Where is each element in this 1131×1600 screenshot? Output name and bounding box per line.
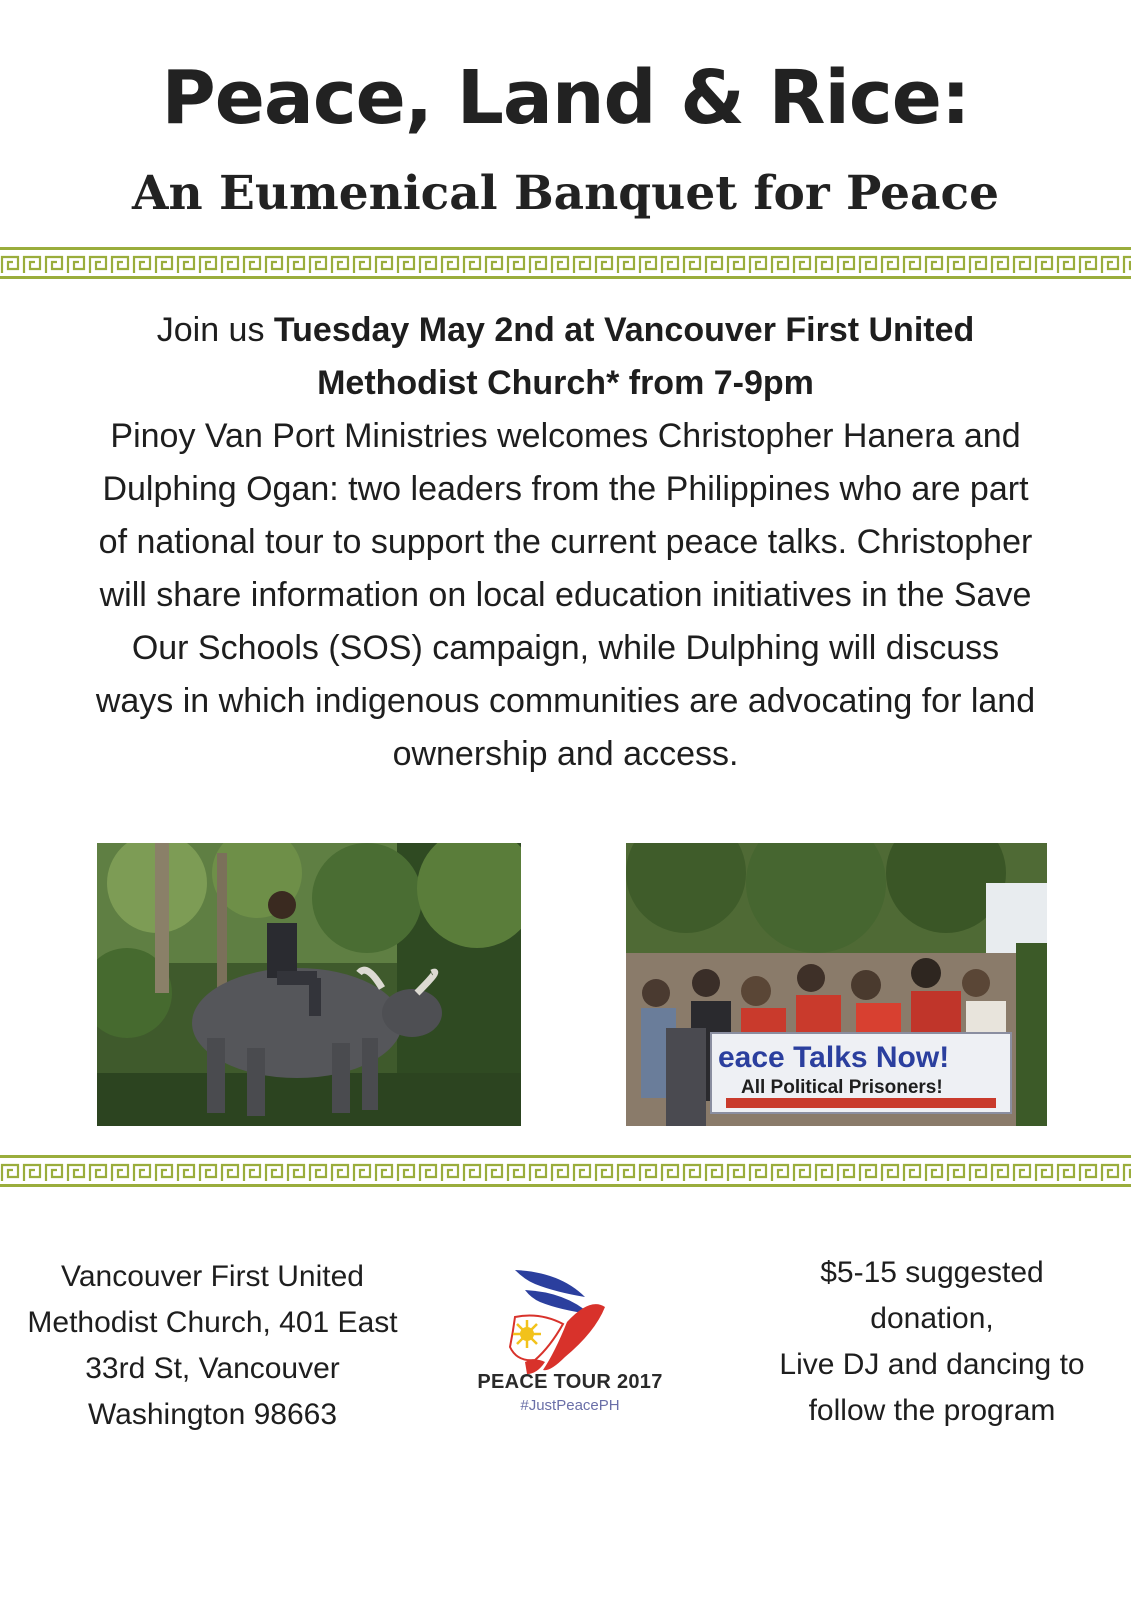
donation-line: donation, bbox=[870, 1302, 994, 1335]
donation-line: Live DJ and dancing to bbox=[779, 1348, 1085, 1381]
donation-line: $5-15 suggested bbox=[820, 1256, 1044, 1289]
intro-lead: Join us bbox=[156, 311, 274, 349]
event-description bbox=[90, 304, 1041, 781]
greek-key-border-top bbox=[0, 246, 1131, 280]
donation-info bbox=[742, 1250, 1122, 1434]
address-line: 33rd St, Vancouver bbox=[85, 1352, 340, 1385]
donation-line: follow the program bbox=[808, 1394, 1056, 1427]
logo-title: PEACE TOUR 2017 bbox=[477, 1371, 663, 1393]
banner-text-peace-talks: eace Talks Now! bbox=[718, 1041, 950, 1074]
venue-address bbox=[0, 1254, 425, 1438]
address-line: Methodist Church, 401 East bbox=[27, 1306, 398, 1339]
event-date-location: Tuesday May 2nd at Vancouver First United Methodist Church* from 7-9pm bbox=[273, 311, 975, 402]
logo-hashtag: #JustPeacePH bbox=[520, 1397, 620, 1414]
greek-key-border-bottom bbox=[0, 1154, 1131, 1188]
event-body: Pinoy Van Port Ministries welcomes Christopher Hanera and Dulphing Ogan: two leaders from the Philippines who are part of national tour to support the current peace talks. Christopher will share information on local education initiatives in the Save Our Schools (SOS) campaign, while Dulphing will discuss ways in which indigenous communities are advocating for land ownership and access. bbox=[95, 417, 1036, 773]
banner-text-prisoners: All Political Prisoners! bbox=[741, 1077, 943, 1098]
page-title: Peace, Land & Rice: bbox=[161, 55, 970, 141]
address-line: Vancouver First United bbox=[61, 1260, 364, 1293]
photo-boy-on-carabao bbox=[97, 843, 521, 1126]
photo-peace-rally bbox=[626, 843, 1047, 1126]
page-subtitle: An Eumenical Banquet for Peace bbox=[132, 166, 999, 221]
sun-icon bbox=[513, 1320, 541, 1348]
address-line: Washington 98663 bbox=[87, 1398, 338, 1431]
